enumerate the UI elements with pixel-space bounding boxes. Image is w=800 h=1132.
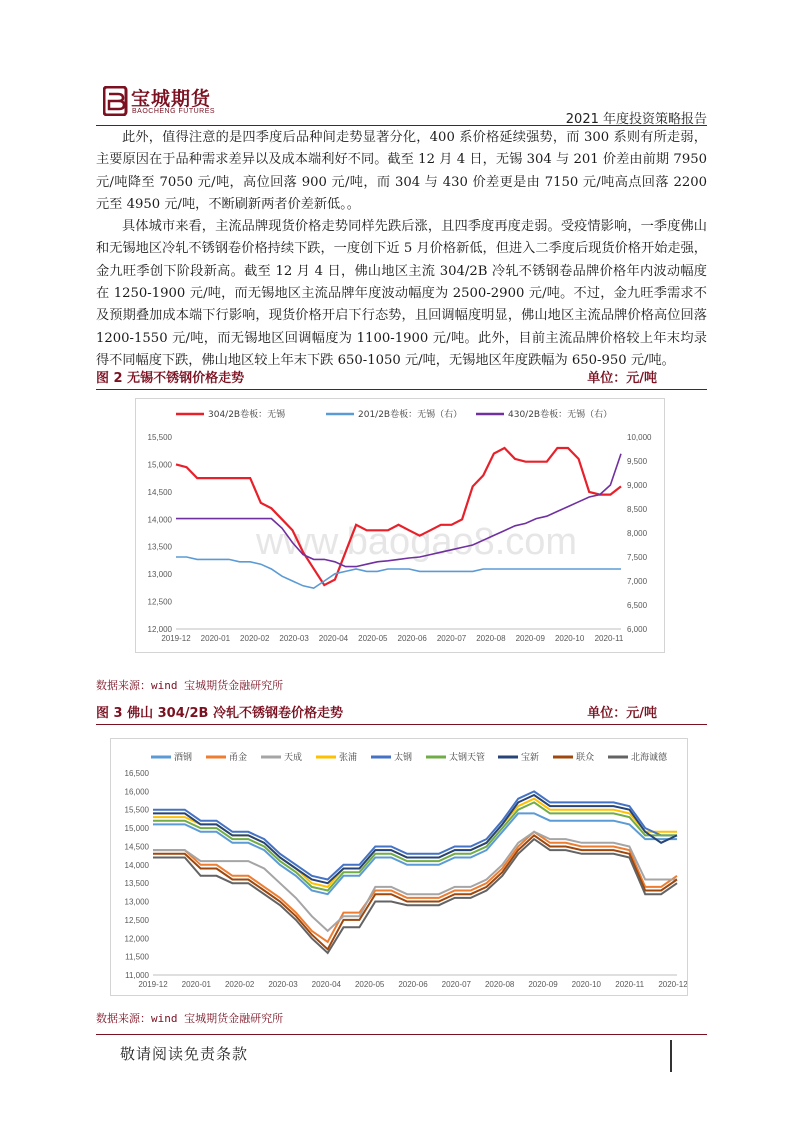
figure-2-rule: [96, 389, 707, 390]
legend-label-3: 天成: [284, 753, 303, 763]
series-line-9: [153, 839, 677, 953]
figure-3-chart: [111, 739, 687, 995]
y-tick-left: 14,000: [147, 515, 172, 525]
x-tick-label: 2020-03: [279, 634, 309, 643]
legend-label-2: 甬金: [229, 753, 248, 763]
series-line-8: [153, 835, 677, 949]
y-tick-right: 6,000: [627, 625, 648, 634]
y-tick-right: 6,500: [627, 601, 648, 610]
figure-2-title-row: [96, 367, 707, 389]
figure-3-unit: 单位：元/吨: [587, 706, 657, 721]
y-tick-right: 9,500: [627, 457, 648, 466]
figure-2-chart-frame: [135, 398, 665, 653]
y-tick: 13,000: [124, 897, 149, 907]
footer-bar: [670, 1040, 672, 1072]
y-tick-left: 15,500: [147, 433, 172, 442]
y-tick: 14,000: [124, 860, 149, 870]
y-tick-right: 8,000: [627, 529, 648, 538]
x-tick-label: 2020-05: [358, 634, 388, 643]
y-tick: 14,500: [124, 842, 149, 852]
x-tick-label: 2020-09: [515, 634, 545, 643]
figure-3-title-row: [96, 702, 707, 724]
x-tick-label: 2020-01: [181, 980, 212, 989]
company-logo: [103, 84, 223, 120]
y-tick-left: 14,500: [147, 487, 172, 497]
legend-label-5: 太钢: [394, 753, 413, 763]
figure-2-title: 图 2 无锡不锈钢价格走势: [96, 371, 245, 386]
x-tick-label: 2020-06: [397, 634, 427, 643]
x-tick-label: 2020-05: [354, 980, 385, 989]
y-tick-right: 8,500: [627, 505, 648, 514]
legend-label-1: 酒钢: [174, 753, 193, 763]
chart-watermark: www.baogao8.com: [256, 521, 578, 563]
x-tick-label: 2020-06: [398, 980, 428, 989]
figure-3-rule: [96, 724, 707, 725]
x-tick-label: 2020-08: [484, 980, 515, 989]
footer-divider: [96, 1034, 707, 1035]
x-tick-label: 2020-04: [318, 634, 349, 643]
body-text: [96, 127, 707, 372]
paragraph-2: 具体城市来看，主流品牌现货价格走势同样先跌后涨，且四季度再度走弱。受疫情影响，一季度佛山和无锡地区冷轧不锈钢卷价格持续下跌，一度创下近 5 月价格新低，但进入二季度后现货价格开始走强，金九旺季创下阶段新高。截至 12 月 4 日，佛山地区主流 304/2B 冷轧不锈钢卷品牌价格年内波动幅度在 1250-1900 元/吨，而无锡地区主流品牌年度波动幅度为 2500-2900 元/吨。不过，金九旺季需求不及预期叠加成本端下行影响，现货价格开启下行态势，且回调幅度明显，佛山地区主流品牌价格高位回落 1200-1550 元/吨，而无锡地区回调幅度为 1100-1900 元/吨。此外，目前主流品牌价格较上年末均录得不同幅度下跌，佛山地区较上年末下跌 650-1050 元/吨，无锡地区年度跌幅为 650-950 元/吨。: [96, 219, 707, 368]
y-tick: 11,000: [125, 971, 149, 980]
x-tick-label: 2020-01: [200, 634, 231, 643]
x-tick-label: 2020-02: [224, 980, 255, 989]
figure-3-source: 数据来源：wind 宝城期货金融研究所: [96, 1012, 284, 1025]
figure-2-unit: 单位：元/吨: [587, 371, 657, 386]
x-tick-label: 2020-03: [268, 980, 298, 989]
legend-label-4: 张浦: [339, 753, 358, 763]
logo-mark-icon: [103, 86, 129, 116]
figure-2-chart: [136, 399, 664, 652]
x-tick-label: 2020-02: [240, 634, 270, 643]
legend-label-3: 430/2B卷板：无锡（右）: [508, 410, 613, 420]
x-tick-label: 2020-04: [311, 980, 342, 989]
legend-label-6: 太钢天管: [449, 753, 486, 763]
x-tick-label: 2020-12: [658, 980, 687, 989]
series-line-2: [153, 832, 677, 942]
y-tick: 15,000: [124, 824, 149, 834]
x-tick-label: 2019-12: [138, 980, 168, 989]
x-tick-label: 2020-07: [436, 634, 467, 643]
y-tick: 11,500: [125, 952, 149, 962]
figure-3-title: 图 3 佛山 304/2B 冷轧不锈钢卷价格走势: [96, 706, 343, 721]
y-tick: 12,000: [124, 934, 149, 944]
x-tick-label: 2020-09: [528, 980, 558, 989]
y-tick-left: 12,000: [147, 625, 172, 634]
figure-2-source: 数据来源：wind 宝城期货金融研究所: [96, 679, 284, 692]
y-tick: 16,500: [124, 769, 149, 778]
legend-label-1: 304/2B卷板：无锡: [208, 410, 286, 420]
y-tick: 13,500: [124, 879, 149, 889]
logo-chinese-name: 宝城期货: [131, 88, 212, 110]
header-divider: [96, 125, 707, 126]
y-tick: 15,500: [124, 805, 149, 815]
legend-label-2: 201/2B卷板：无锡（右）: [358, 410, 463, 420]
series-line-1: [176, 448, 621, 585]
y-tick-left: 13,500: [147, 542, 172, 552]
y-tick: 12,500: [124, 915, 149, 925]
y-tick-right: 7,500: [627, 553, 648, 562]
y-tick-right: 9,000: [627, 481, 648, 490]
x-tick-label: 2020-10: [554, 634, 585, 643]
x-tick-label: 2020-11: [594, 634, 624, 643]
legend-label-7: 宝新: [521, 753, 540, 763]
legend-label-8: 联众: [576, 753, 595, 763]
figure-3-chart-frame: [110, 738, 688, 996]
paragraph-1: 此外，值得注意的是四季度后品种间走势显著分化，400 系价格延续强势，而 300 系则有所走弱，主要原因在于品种需求差异以及成本端利好不同。截至 12 月 4 日，无锡 304 与 201 价差由前期 7950 元/吨降至 7050 元/吨，高位回落 900 元/吨，而 304 与 430 价差更是由 7150 元/吨高点回落 2200 元至 4950 元/吨，不断刷新两者价差新低。。: [96, 130, 707, 212]
y-tick-right: 7,000: [627, 577, 648, 586]
report-title: 2021 年度投资策略报告: [565, 112, 707, 127]
x-tick-label: 2020-08: [476, 634, 506, 643]
x-tick-label: 2020-11: [615, 980, 645, 989]
y-tick-left: 15,000: [147, 460, 172, 470]
y-tick: 16,000: [124, 787, 149, 797]
y-tick-right: 10,000: [627, 433, 652, 442]
y-tick-left: 12,500: [147, 597, 172, 607]
x-tick-label: 2020-10: [571, 980, 602, 989]
x-tick-label: 2019-12: [161, 634, 191, 643]
y-tick-left: 13,000: [147, 570, 172, 580]
x-tick-label: 2020-07: [441, 980, 472, 989]
logo-english-name: BAOCHENG FUTURES: [132, 108, 216, 115]
footer-disclaimer: 敬请阅读免责条款: [120, 1045, 249, 1063]
legend-label-9: 北海诚德: [631, 753, 668, 763]
